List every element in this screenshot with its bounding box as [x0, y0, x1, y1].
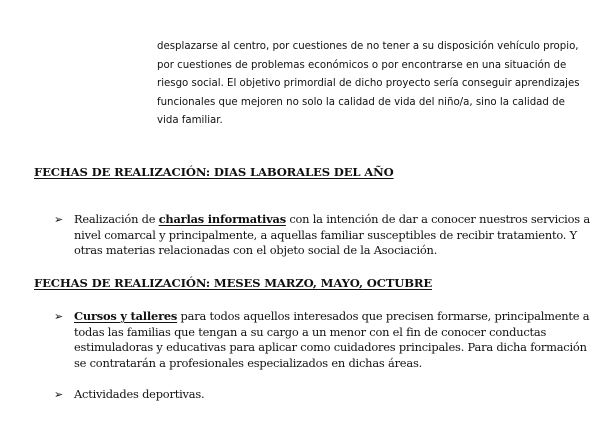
- list-item-text: [74, 309, 588, 371]
- intro-line: vida familiar.: [157, 115, 223, 127]
- list-item-text: [74, 212, 588, 259]
- list-item-line: todas las familias que tengan a su cargo a un menor con el fin de conocer conductas: [74, 324, 547, 339]
- list-item-line: se contratarán a profesionales especializados en dichas áreas.: [74, 355, 423, 370]
- list-item-line: estimuladoras y educativas para aplicar como cuidadores principales. Para dicha formación: [74, 340, 587, 355]
- intro-line: riesgo social. El objetivo primordial de dicho proyecto sería conseguir aprendizajes: [157, 78, 580, 90]
- list-item-line: otras materias relacionadas con el objeto social de la Asociación.: [74, 243, 438, 258]
- section-heading-dates-months: FECHAS DE REALIZACIÓN: MESES MARZO, MAYO, OCTUBRE: [34, 276, 433, 290]
- list-item-line: [74, 309, 588, 325]
- arrow-bullet-icon: ➢: [54, 310, 64, 323]
- emphasized-term: Cursos y talleres: [74, 309, 178, 323]
- intro-line: funcionales que mejoren no solo la calidad de vida del niño/a, sino la calidad de: [157, 96, 565, 108]
- intro-paragraph: [157, 38, 587, 131]
- list-item-rest: para todos aquellos interesados que precisen formarse, principalmente a: [177, 309, 590, 323]
- list-item-text: [74, 387, 588, 403]
- list-item-line: Actividades deportivas.: [74, 387, 205, 401]
- list-item-line: nivel comarcal y principalmente, a aquellas familiar susceptibles de recibir tratamiento. Y: [74, 227, 577, 242]
- emphasized-term: charlas informativas: [158, 212, 286, 226]
- section-heading-dates-working-days: FECHAS DE REALIZACIÓN: DIAS LABORALES DEL AÑO: [34, 165, 394, 179]
- list-item-prefix: Realización de: [74, 212, 159, 226]
- arrow-bullet-icon: ➢: [54, 213, 64, 226]
- intro-line: por cuestiones de problemas económicos o por encontrarse en una situación de: [157, 59, 567, 71]
- list-item-line: [74, 212, 588, 228]
- list-item-rest: con la intención de dar a conocer nuestros servicios a: [285, 212, 590, 226]
- arrow-bullet-icon: ➢: [54, 388, 64, 401]
- intro-line: desplazarse al centro, por cuestiones de no tener a su disposición vehículo propio,: [157, 41, 579, 52]
